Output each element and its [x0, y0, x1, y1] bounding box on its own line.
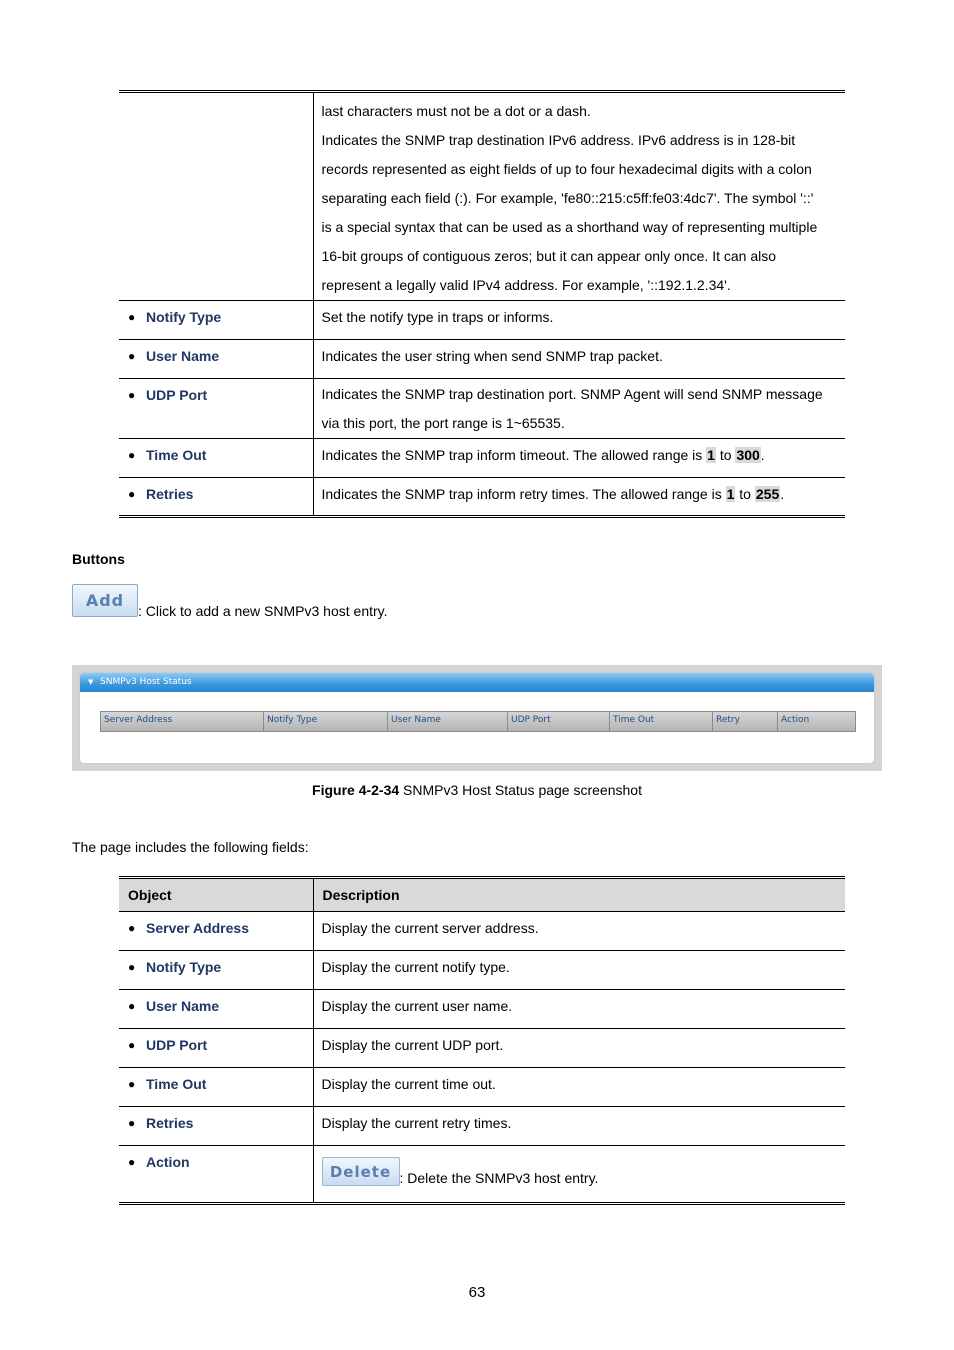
description-cell	[313, 1146, 845, 1204]
bullet-icon: ●	[128, 999, 136, 1013]
range-min: 1	[726, 486, 735, 502]
object-label: Notify Type	[146, 959, 222, 975]
object-label: Notify Type	[146, 309, 222, 325]
header-object: Object	[119, 878, 313, 912]
object-label: Retries	[146, 486, 194, 502]
description-cell	[313, 439, 845, 478]
desc-line: last characters must not be a dot or a dash.	[321, 103, 591, 119]
table-row	[119, 379, 845, 439]
bullet-icon: ●	[128, 349, 136, 363]
table-row	[119, 340, 845, 379]
column-header: Action	[778, 712, 855, 731]
table-row	[119, 1029, 845, 1068]
description-cell	[313, 478, 845, 517]
description-cell: Display the current UDP port.	[313, 1029, 845, 1068]
object-cell	[119, 1068, 313, 1107]
desc-line: records represented as eight fields of up to four hexadecimal digits with a colon	[321, 161, 812, 177]
desc-line: 16-bit groups of contiguous zeros; but it can appear only once. It can also	[321, 248, 777, 264]
object-cell	[119, 478, 313, 517]
intro-text: The page includes the following fields:	[72, 839, 309, 855]
table-row	[119, 1146, 845, 1204]
host-status-panel	[80, 673, 874, 763]
bullet-icon: ●	[128, 487, 136, 501]
object-label: UDP Port	[146, 1037, 208, 1053]
buttons-heading: Buttons	[72, 551, 125, 567]
object-cell	[119, 912, 313, 951]
table-row	[119, 912, 845, 951]
add-button-description: : Click to add a new SNMPv3 host entry.	[138, 603, 388, 619]
fields-table	[119, 876, 845, 1205]
page-number: 63	[468, 1284, 486, 1301]
column-header: User Name	[388, 712, 508, 731]
desc-line: separating each field (:). For example, 'fe80::215:c5ff:fe03:4dc7'. The symbol '::'	[321, 190, 814, 206]
bullet-icon: ●	[128, 921, 136, 935]
description-cell: Display the current time out.	[313, 1068, 845, 1107]
bullet-icon: ●	[128, 1077, 136, 1091]
object-label: UDP Port	[146, 387, 208, 403]
object-cell	[119, 301, 313, 340]
desc-text: .	[780, 486, 785, 502]
object-label: Server Address	[146, 920, 249, 936]
panel-header	[80, 673, 874, 692]
column-header: Server Address	[101, 712, 264, 731]
snmpv3-host-status-screenshot	[72, 665, 882, 771]
object-label: Retries	[146, 1115, 194, 1131]
object-cell	[119, 1146, 313, 1204]
bullet-icon: ●	[128, 960, 136, 974]
figure-caption-text: SNMPv3 Host Status page screenshot	[399, 782, 642, 798]
column-header: Notify Type	[264, 712, 388, 731]
table-row	[119, 1107, 845, 1146]
object-label: Action	[146, 1154, 190, 1170]
add-button[interactable]: Add	[72, 584, 138, 617]
desc-line: Indicates the SNMP trap destination IPv6 address. IPv6 address is in 128-bit	[321, 132, 796, 148]
desc-line: via this port, the port range is 1~65535.	[321, 415, 565, 431]
bullet-icon: ●	[128, 310, 136, 324]
object-label: User Name	[146, 998, 220, 1014]
bullet-icon: ●	[128, 1155, 136, 1169]
description-cell: Indicates the user string when send SNMP trap packet.	[313, 340, 845, 379]
desc-text: to	[735, 486, 755, 502]
table-row	[119, 478, 845, 517]
object-label: Time Out	[146, 1076, 207, 1092]
object-label: Time Out	[146, 447, 207, 463]
desc-line: is a special syntax that can be used as a shorthand way of representing multiple	[321, 219, 818, 235]
description-cell: Display the current retry times.	[313, 1107, 845, 1146]
description-cell: Display the current user name.	[313, 990, 845, 1029]
object-cell	[119, 951, 313, 990]
panel-title: SNMPv3 Host Status	[100, 677, 192, 687]
column-header: UDP Port	[508, 712, 610, 731]
host-status-table-header	[100, 711, 856, 732]
ipv6-description-cell	[313, 92, 845, 301]
bullet-icon: ●	[128, 388, 136, 402]
figure-label: Figure 4-2-34	[312, 782, 400, 798]
delete-button[interactable]: Delete	[322, 1157, 400, 1186]
range-min: 1	[707, 447, 715, 463]
bullet-icon: ●	[128, 448, 136, 462]
table-row	[119, 1068, 845, 1107]
description-cell: Display the current server address.	[321, 920, 539, 936]
object-cell	[119, 990, 313, 1029]
object-cell	[119, 379, 313, 439]
object-cell	[119, 1029, 313, 1068]
figure-caption	[0, 782, 954, 798]
parameter-table-continued	[119, 90, 845, 518]
object-cell	[119, 439, 313, 478]
range-max: 255	[755, 486, 780, 502]
desc-text: Indicates the SNMP trap inform timeout. The allowed range is	[321, 447, 707, 463]
bullet-icon: ●	[128, 1116, 136, 1130]
desc-text: to	[715, 447, 736, 463]
table-row	[119, 439, 845, 478]
column-header: Retry	[713, 712, 778, 731]
range-max: 300	[736, 447, 760, 463]
desc-line: Indicates the SNMP trap destination port. SNMP Agent will send SNMP message	[321, 386, 823, 402]
desc-text: .	[760, 447, 765, 463]
column-header: Time Out	[610, 712, 713, 731]
description-cell: Display the current notify type.	[313, 951, 845, 990]
delete-button-description: : Delete the SNMPv3 host entry.	[399, 1170, 599, 1186]
desc-text: Indicates the SNMP trap inform retry times. The allowed range is	[321, 486, 726, 502]
header-description: Description	[313, 878, 845, 912]
description-cell	[313, 379, 845, 439]
table-row	[119, 951, 845, 990]
bullet-icon: ●	[128, 1038, 136, 1052]
object-label: User Name	[146, 348, 220, 364]
object-cell	[119, 340, 313, 379]
empty-object-cell	[119, 92, 313, 301]
collapse-triangle-icon[interactable]: ▼	[88, 678, 94, 686]
table-row	[119, 990, 845, 1029]
object-cell	[119, 1107, 313, 1146]
description-cell: Set the notify type in traps or informs.	[313, 301, 845, 340]
table-row	[119, 301, 845, 340]
desc-line: represent a legally valid IPv4 address. For example, '::192.1.2.34'.	[321, 277, 731, 293]
